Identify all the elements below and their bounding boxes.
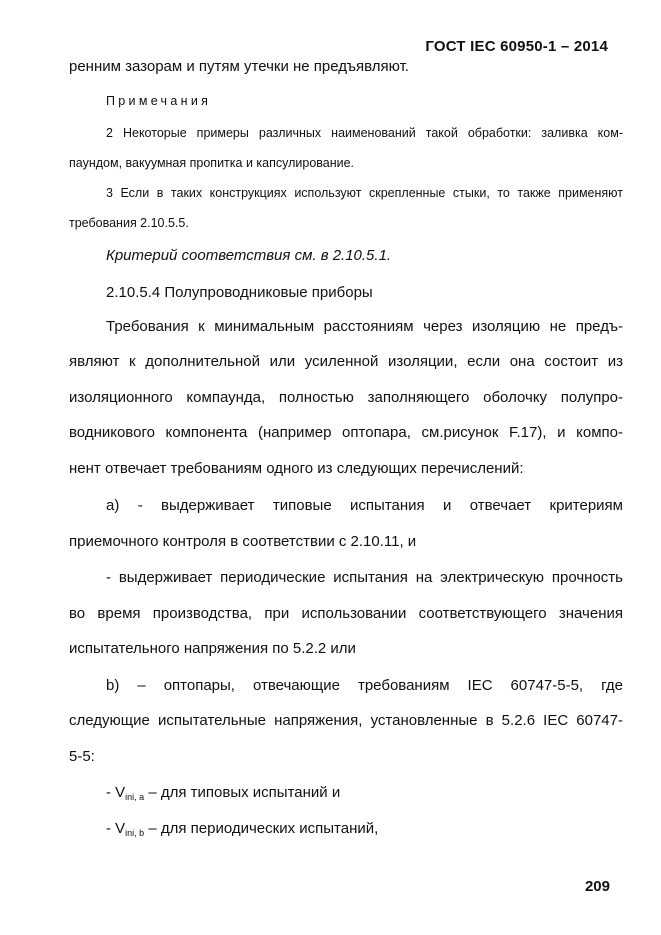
- voltage-item: [106, 820, 623, 838]
- item-b-line: b) – оптопары, отвечающие требованиям IEC 60747-5-5, где: [106, 677, 623, 694]
- compliance-criterion: Критерий соответствия см. в 2.10.5.1.: [106, 247, 392, 264]
- item-a-line: во время производства, при использовании соответствующего значения: [69, 605, 623, 622]
- voltage-description: – для типовых испытаний и: [144, 784, 341, 801]
- voltage-symbol: - V: [106, 784, 126, 801]
- paragraph-line: водникового компонента (например оптопара, см.рисунок F.17), и компо-: [69, 424, 623, 441]
- note-2-line-1: 2 Некоторые примеры различных наименований такой обработки: заливка ком-: [106, 126, 623, 140]
- paragraph-line: изоляционного компаунда, полностью заполняющего оболочку полупро-: [69, 389, 623, 406]
- item-a-line: - выдерживает периодические испытания на электрическую прочность: [106, 569, 623, 586]
- paragraph-line: нент отвечает требованиям одного из следующих перечислений:: [69, 460, 524, 477]
- voltage-item: [106, 784, 623, 802]
- item-b-line: следующие испытательные напряжения, установленные в 5.2.6 IEC 60747-: [69, 712, 623, 729]
- voltage-subscript: ini, a: [125, 792, 145, 802]
- page-number: 209: [584, 878, 610, 895]
- item-a-line: а) - выдерживает типовые испытания и отвечает критериям: [106, 497, 623, 514]
- item-a-line: приемочного контроля в соответствии с 2.10.11, и: [69, 533, 417, 550]
- item-b-line: 5-5:: [69, 748, 95, 765]
- voltage-subscript: ini, b: [125, 828, 145, 838]
- note-3-line-1: 3 Если в таких конструкциях используют скрепленные стыки, то также применяют: [106, 186, 623, 200]
- document-code-header: ГОСТ IEC 60950-1 – 2014: [425, 38, 608, 55]
- note-3-line-2: требования 2.10.5.5.: [69, 216, 189, 230]
- section-heading: 2.10.5.4 Полупроводниковые приборы: [106, 284, 373, 301]
- paragraph-line: являют к дополнительной или усиленной изоляции, если она состоит из: [69, 353, 623, 370]
- item-a-line: испытательного напряжения по 5.2.2 или: [69, 640, 356, 657]
- notes-heading: Примечания: [106, 94, 212, 108]
- paragraph-line: Требования к минимальным расстояниям через изоляцию не предъ-: [106, 318, 623, 335]
- note-2-line-2: паундом, вакуумная пропитка и капсулирование.: [69, 156, 355, 170]
- text-line: ренним зазорам и путям утечки не предъявляют.: [69, 58, 409, 75]
- voltage-symbol: - V: [106, 820, 126, 837]
- voltage-description: – для периодических испытаний,: [144, 820, 379, 837]
